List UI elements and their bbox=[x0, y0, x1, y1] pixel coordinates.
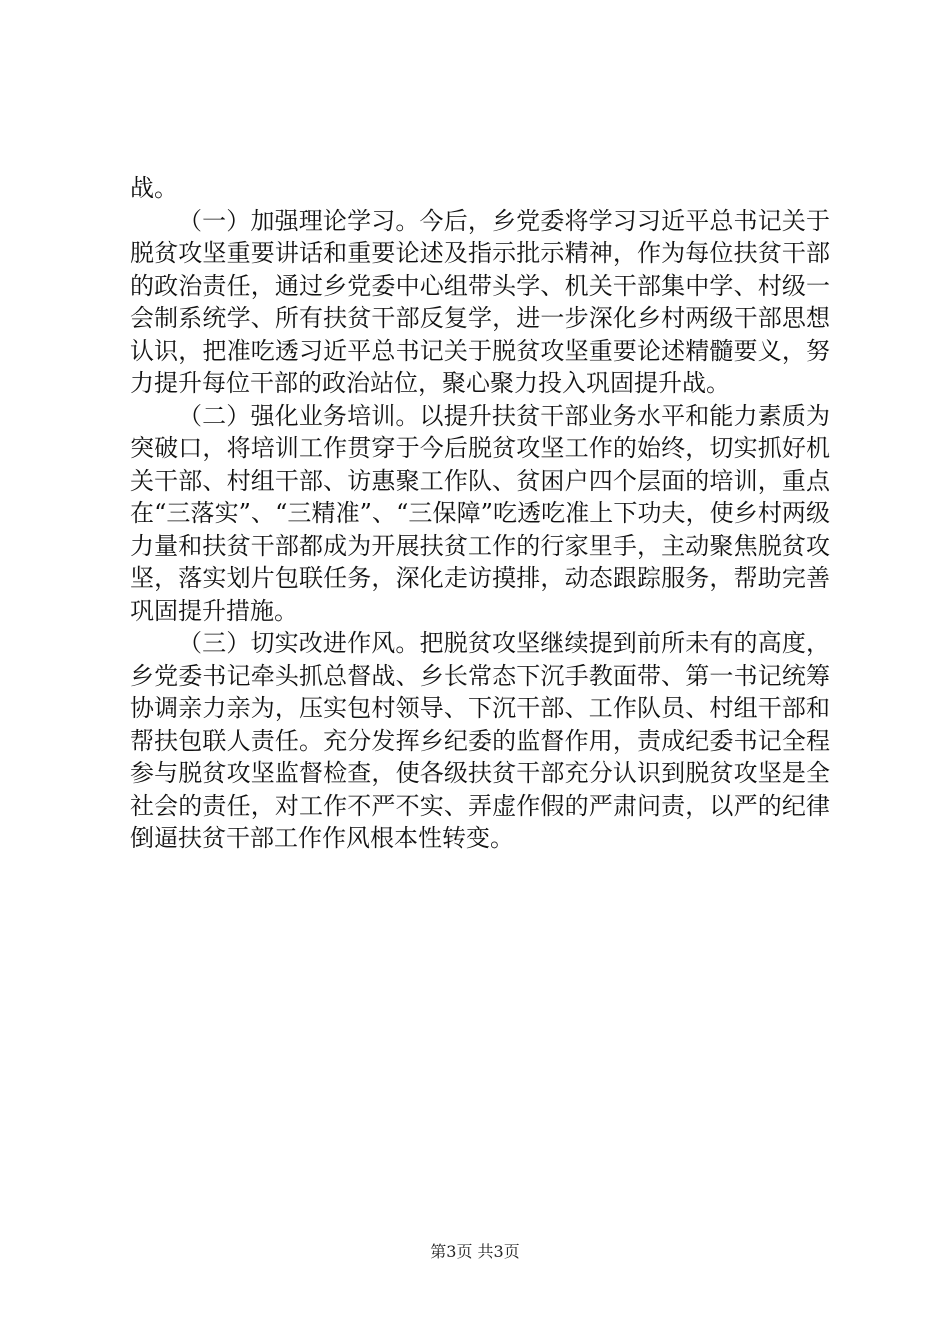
document-body bbox=[130, 172, 830, 855]
paragraph-work-style: （三）切实改进作风。把脱贫攻坚继续提到前所未有的高度，乡党委书记牵头抓总督战、乡长常态下沉手教面带、第一书记统筹协调亲力亲为，压实包村领导、下沉干部、工作队员、村组干部和帮扶包联人责任。充分发挥乡纪委的监督作用，责成纪委书记全程参与脱贫攻坚监督检查，使各级扶贫干部充分认识到脱贫攻坚是全社会的责任，对工作不严不实、弄虚作假的严肃问责，以严的纪律倒逼扶贫干部工作作风根本性转变。 bbox=[130, 629, 830, 852]
page-number-label: 第3页 共3页 bbox=[430, 1242, 520, 1261]
paragraph-theory-study: （一）加强理论学习。今后，乡党委将学习习近平总书记关于脱贫攻坚重要讲话和重要论述及指示批示精神，作为每位扶贫干部的政治责任，通过乡党委中心组带头学、机关干部集中学、村级一会制系统学、所有扶贫干部反复学，进一步深化乡村两级干部思想认识，把准吃透习近平总书记关于脱贫攻坚重要论述精髓要义，努力提升每位干部的政治站位，聚心聚力投入巩固提升战。 bbox=[130, 206, 830, 397]
paragraph-business-training: （二）强化业务培训。以提升扶贫干部业务水平和能力素质为突破口，将培训工作贯穿于今后脱贫攻坚工作的始终，切实抓好机关干部、村组干部、访惠聚工作队、贫困户四个层面的培训，重点在“三落实”、“三精准”、“三保障”吃透吃准上下功夫，使乡村两级力量和扶贫干部都成为开展扶贫工作的行家里手，主动聚焦脱贫攻坚，落实划片包联任务，深化走访摸排，动态跟踪服务，帮助完善巩固提升措施。 bbox=[130, 401, 830, 625]
page-footer bbox=[0, 1242, 950, 1262]
paragraph-continuation: 战。 bbox=[130, 174, 178, 202]
